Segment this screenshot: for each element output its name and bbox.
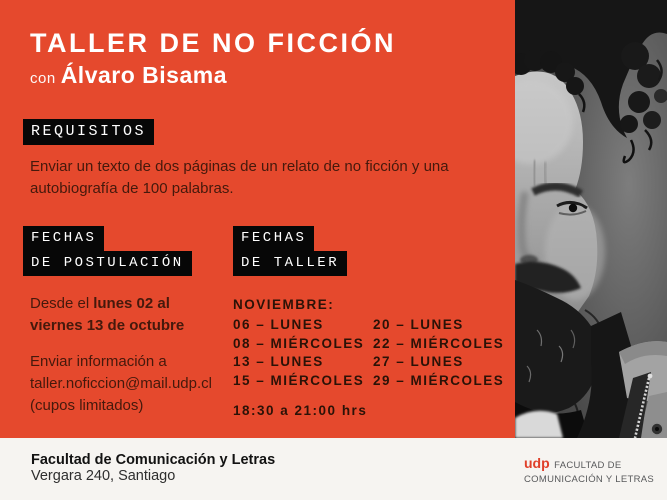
portrait-photo-art bbox=[515, 0, 667, 438]
poster-footer bbox=[0, 438, 667, 500]
taller-badge-line1: FECHAS bbox=[233, 226, 314, 251]
requisitos-line-2: autobiografía de 100 palabras. bbox=[30, 180, 234, 197]
date-item: 20 – LUNES bbox=[373, 317, 464, 332]
author-name: Álvaro Bisama bbox=[60, 62, 227, 88]
requisitos-line-1: Enviar un texto de dos páginas de un relato de no ficción y una bbox=[30, 158, 449, 175]
contact-email: taller.noficcion@mail.udp.cl bbox=[30, 375, 212, 392]
workshop-time: 18:30 a 21:00 hrs bbox=[233, 403, 368, 418]
postulacion-section bbox=[23, 226, 228, 417]
postulacion-badge-line1: FECHAS bbox=[23, 226, 104, 251]
contact-note: (cupos limitados) bbox=[30, 397, 144, 414]
postulacion-date-range bbox=[30, 293, 228, 337]
footer-faculty-name: Facultad de Comunicación y Letras bbox=[31, 452, 276, 468]
range-prefix: Desde el bbox=[30, 295, 90, 312]
postulacion-badge-line2: DE POSTULACIÓN bbox=[23, 251, 192, 276]
contact-block bbox=[30, 351, 228, 417]
date-item: 27 – LUNES bbox=[373, 354, 464, 369]
date-item: 15 – MIÉRCOLES bbox=[233, 372, 365, 388]
taller-section bbox=[233, 226, 513, 418]
portrait-photo bbox=[515, 0, 667, 438]
footer-faculty-block bbox=[31, 452, 275, 484]
udp-logo bbox=[524, 455, 654, 485]
udp-logo-line2: COMUNICACIÓN Y LETRAS bbox=[524, 473, 654, 485]
date-item: 29 – MIÉRCOLES bbox=[373, 372, 505, 388]
subtitle-prefix: con bbox=[30, 70, 56, 87]
poster-title: TALLER DE NO FICCIÓN bbox=[30, 28, 396, 58]
taller-badge-line2: DE TALLER bbox=[233, 251, 347, 276]
footer-address: Vergara 240, Santiago bbox=[31, 468, 176, 484]
requisitos-badge: REQUISITOS bbox=[23, 119, 154, 145]
requisitos-text bbox=[30, 156, 449, 200]
udp-logo-brand: udp bbox=[524, 455, 550, 471]
date-item: 06 – LUNES bbox=[233, 317, 324, 332]
udp-logo-line1: FACULTAD DE bbox=[554, 460, 622, 471]
poster-subtitle bbox=[30, 62, 227, 89]
range-bold-2: viernes 13 de octubre bbox=[30, 317, 185, 334]
date-item: 22 – MIÉRCOLES bbox=[373, 335, 505, 351]
workshop-dates-grid bbox=[233, 316, 513, 390]
date-item: 13 – LUNES bbox=[233, 354, 324, 369]
date-item: 08 – MIÉRCOLES bbox=[233, 335, 365, 351]
contact-line: Enviar información a bbox=[30, 353, 167, 370]
range-bold-1: lunes 02 al bbox=[93, 295, 170, 312]
month-label: NOVIEMBRE: bbox=[233, 297, 335, 312]
